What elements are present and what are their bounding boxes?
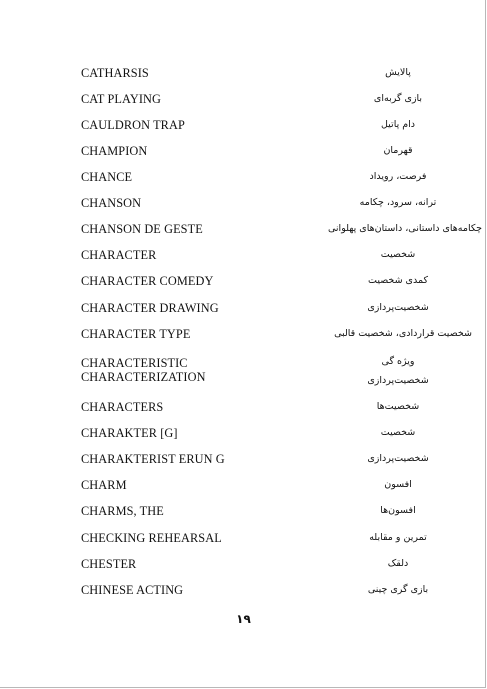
english-term: CAULDRON TRAP: [81, 118, 185, 132]
english-term: CAT PLAYING: [81, 92, 162, 106]
persian-translation: قهرمان: [383, 145, 413, 156]
english-term: CHANSON: [81, 196, 142, 210]
english-term: CHARACTERS: [81, 400, 164, 414]
persian-translation: دام پاتیل: [380, 119, 415, 130]
persian-translation: شخصیت‌پردازی: [367, 302, 429, 313]
glossary-entry: [81, 356, 473, 396]
persian-translation: شخصیت‌پردازی: [367, 453, 429, 464]
persian-translation: افسون‌ها: [380, 505, 416, 516]
persian-translation: تمرین و مقابله: [369, 532, 427, 543]
persian-translation: شخصیت: [380, 249, 416, 260]
page-number: ۱۹: [236, 612, 251, 626]
persian-translation: دلقک: [387, 558, 409, 569]
english-term: CATHARSIS: [81, 66, 149, 80]
persian-translation: ویژه گی شخصیت‌پردازی: [367, 356, 429, 386]
persian-translation: افسون: [384, 479, 412, 490]
persian-translation: بازی گری چینی: [367, 584, 429, 595]
persian-translation: شخصیت: [380, 427, 416, 438]
english-term: CHARAKTER [G]: [81, 426, 178, 440]
english-term: CHARACTER: [81, 248, 157, 262]
english-term: CHARACTER DRAWING: [81, 301, 219, 315]
persian-translation: ترانه، سرود، چکامه: [359, 197, 437, 208]
english-term: CHANSON DE GESTE: [81, 222, 203, 236]
english-term: CHECKING REHEARSAL: [81, 531, 222, 545]
english-term: CHARAKTERIST ERUN G: [81, 452, 225, 466]
persian-translation: فرصت، رویداد: [369, 171, 427, 182]
english-term: CHAMPION: [81, 144, 148, 158]
glossary-list: [81, 0, 482, 600]
english-term: CHARACTER TYPE: [81, 327, 191, 341]
english-term: CHARM: [81, 478, 127, 492]
english-term: CHARACTER COMEDY: [81, 274, 214, 288]
english-term: CHINESE ACTING: [81, 583, 184, 597]
english-term: CHARMS, THE: [81, 504, 164, 518]
english-term: CHESTER: [81, 557, 137, 571]
persian-translation: چکامه‌های داستانی، داستان‌های پهلوانی: [328, 223, 482, 234]
persian-translation: شخصیت قراردادی، شخصیت قالبی: [334, 328, 472, 339]
persian-translation: شخصیت‌ها: [376, 401, 420, 412]
persian-translation: پالایش: [385, 67, 411, 78]
english-term: CHANCE: [81, 170, 133, 184]
persian-translation: کمدی شخصیت: [368, 275, 428, 286]
english-term: CHARACTERISTIC CHARACTERIZATION: [81, 356, 206, 384]
persian-translation: بازی گربه‌ای: [373, 93, 423, 104]
